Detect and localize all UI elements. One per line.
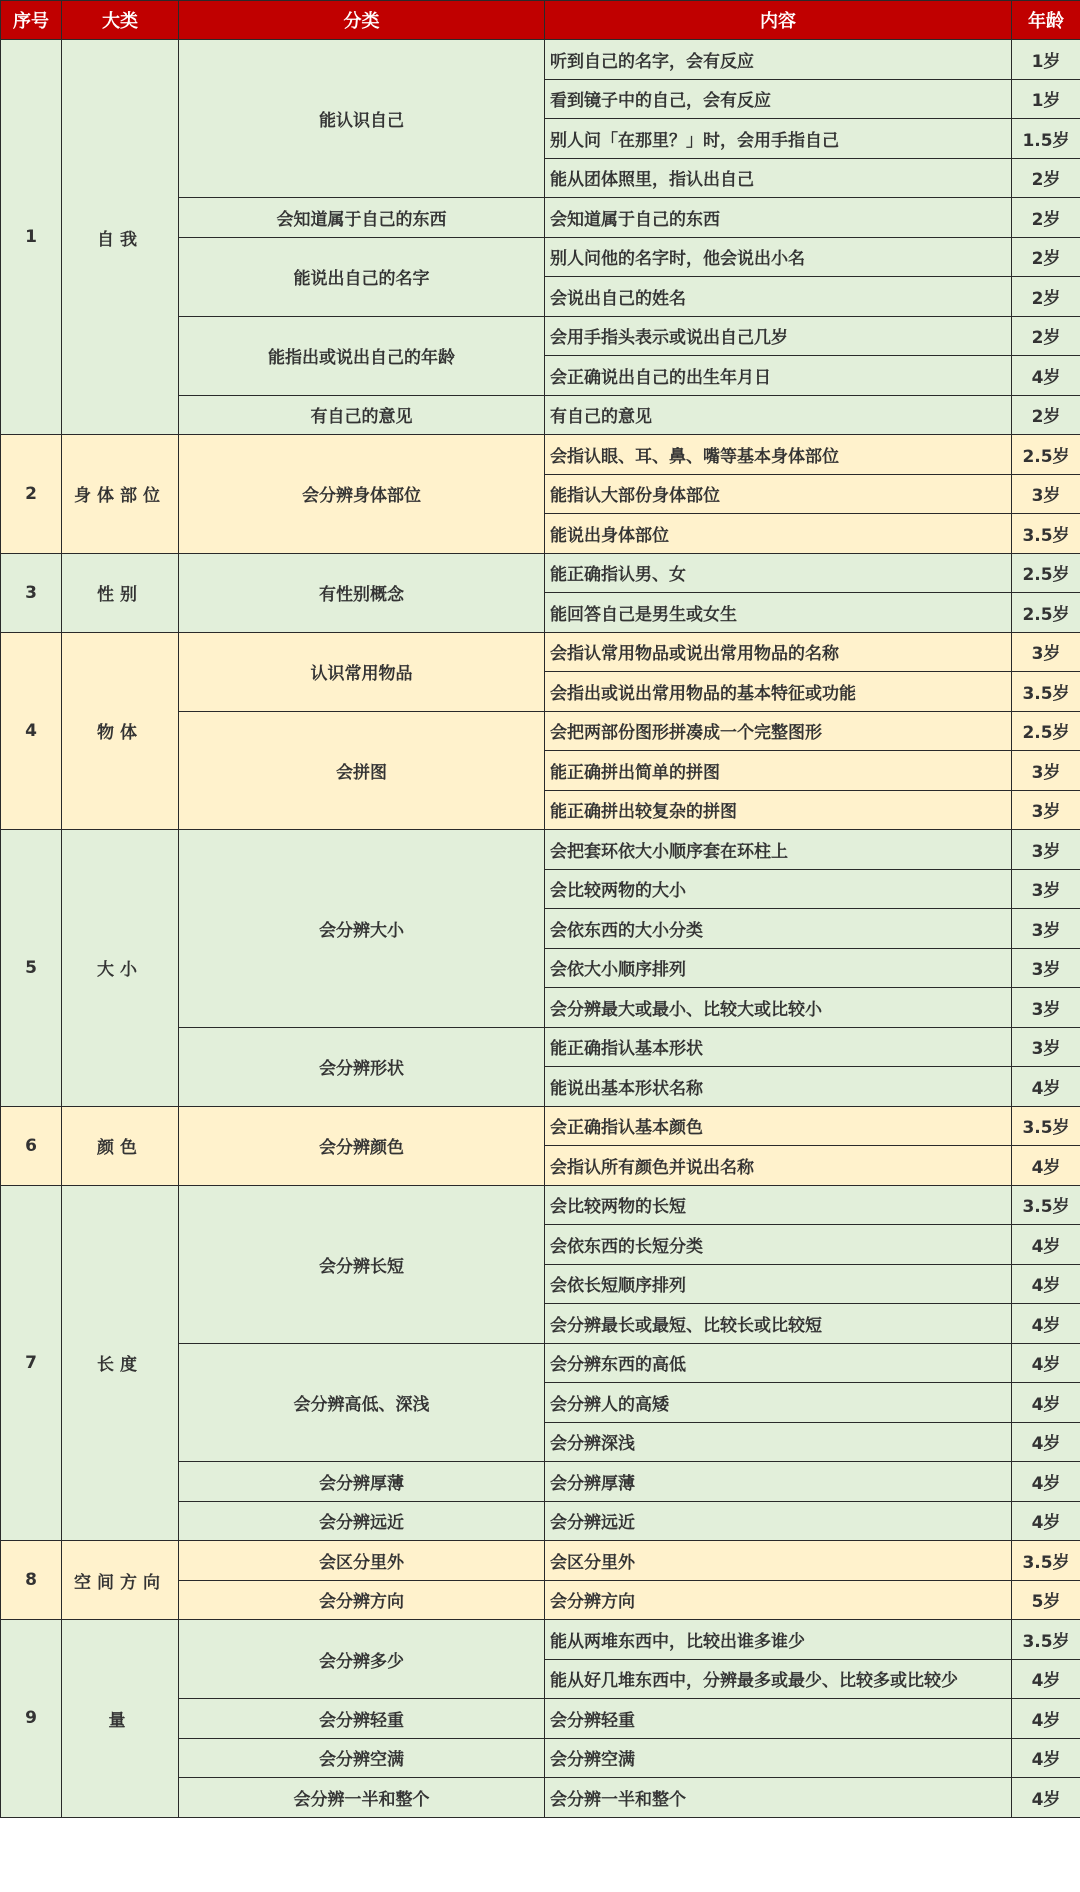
age-cell: 4岁	[1012, 1225, 1080, 1265]
age-cell: 2.5岁	[1012, 553, 1080, 593]
content-cell: 会分辨最长或最短、比较长或比较短	[545, 1304, 1012, 1344]
table-row	[1, 1541, 1080, 1581]
table-row	[1, 632, 1080, 672]
age-cell: 4岁	[1012, 1343, 1080, 1383]
subcategory-cell: 会分辨远近	[179, 1501, 545, 1541]
age-cell: 1岁	[1012, 40, 1080, 80]
subcategory-cell: 会分辨一半和整个	[179, 1778, 545, 1818]
content-cell: 会依东西的大小分类	[545, 909, 1012, 949]
content-cell: 会分辨轻重	[545, 1699, 1012, 1739]
group-category: 空间方向	[62, 1541, 179, 1620]
age-cell: 3岁	[1012, 790, 1080, 830]
age-cell: 3.5岁	[1012, 514, 1080, 554]
subcategory-cell: 会分辨轻重	[179, 1699, 545, 1739]
age-cell: 3岁	[1012, 988, 1080, 1028]
age-cell: 3岁	[1012, 474, 1080, 514]
age-cell: 2岁	[1012, 395, 1080, 435]
content-cell: 会依大小顺序排列	[545, 948, 1012, 988]
group-category: 自我	[62, 40, 179, 435]
subcategory-cell: 认识常用物品	[179, 632, 545, 711]
age-cell: 3岁	[1012, 869, 1080, 909]
content-cell: 能指认大部份身体部位	[545, 474, 1012, 514]
content-cell: 能正确指认男、女	[545, 553, 1012, 593]
content-cell: 会分辨最大或最小、比较大或比较小	[545, 988, 1012, 1028]
content-cell: 会分辨厚薄	[545, 1462, 1012, 1502]
content-cell: 会依长短顺序排列	[545, 1264, 1012, 1304]
age-cell: 2岁	[1012, 158, 1080, 198]
content-cell: 会正确说出自己的出生年月日	[545, 356, 1012, 396]
header-subcategory: 分类	[179, 1, 545, 40]
table-row	[1, 1185, 1080, 1225]
group-category: 长度	[62, 1185, 179, 1541]
subcategory-cell: 能认识自己	[179, 40, 545, 198]
age-cell: 4岁	[1012, 1462, 1080, 1502]
content-cell: 能从好几堆东西中，分辨最多或最少、比较多或比较少	[545, 1659, 1012, 1699]
table-row	[1, 1106, 1080, 1146]
group-number: 2	[1, 435, 62, 554]
subcategory-cell: 有自己的意见	[179, 395, 545, 435]
age-cell: 2岁	[1012, 198, 1080, 238]
content-cell: 会分辨深浅	[545, 1422, 1012, 1462]
content-cell: 会分辨远近	[545, 1501, 1012, 1541]
age-cell: 4岁	[1012, 356, 1080, 396]
table-row	[1, 830, 1080, 870]
age-cell: 2岁	[1012, 277, 1080, 317]
age-cell: 2岁	[1012, 316, 1080, 356]
age-cell: 2.5岁	[1012, 435, 1080, 475]
group-number: 8	[1, 1541, 62, 1620]
content-cell: 会把两部份图形拼凑成一个完整图形	[545, 711, 1012, 751]
subcategory-cell: 会区分里外	[179, 1541, 545, 1581]
subcategory-cell: 能指出或说出自己的年龄	[179, 316, 545, 395]
content-cell: 会把套环依大小顺序套在环柱上	[545, 830, 1012, 870]
content-cell: 听到自己的名字，会有反应	[545, 40, 1012, 80]
age-cell: 3.5岁	[1012, 1541, 1080, 1581]
group-number: 6	[1, 1106, 62, 1185]
age-cell: 3.5岁	[1012, 672, 1080, 712]
subcategory-cell: 会分辨高低、深浅	[179, 1343, 545, 1462]
content-cell: 会知道属于自己的东西	[545, 198, 1012, 238]
subcategory-cell: 会分辨空满	[179, 1738, 545, 1778]
content-cell: 会指认眼、耳、鼻、嘴等基本身体部位	[545, 435, 1012, 475]
subcategory-cell: 会分辨方向	[179, 1580, 545, 1620]
group-category: 身体部位	[62, 435, 179, 554]
age-cell: 4岁	[1012, 1422, 1080, 1462]
age-cell: 5岁	[1012, 1580, 1080, 1620]
age-cell: 3.5岁	[1012, 1106, 1080, 1146]
age-cell: 4岁	[1012, 1659, 1080, 1699]
age-cell: 4岁	[1012, 1501, 1080, 1541]
group-number: 1	[1, 40, 62, 435]
group-number: 9	[1, 1620, 62, 1818]
table-row	[1, 553, 1080, 593]
group-number: 7	[1, 1185, 62, 1541]
age-cell: 2.5岁	[1012, 593, 1080, 633]
content-cell: 会分辨东西的高低	[545, 1343, 1012, 1383]
age-cell: 4岁	[1012, 1699, 1080, 1739]
subcategory-cell: 有性别概念	[179, 553, 545, 632]
subcategory-cell: 会分辨形状	[179, 1027, 545, 1106]
content-cell: 会分辨人的高矮	[545, 1383, 1012, 1423]
header-content: 内容	[545, 1, 1012, 40]
header-number: 序号	[1, 1, 62, 40]
age-cell: 3岁	[1012, 632, 1080, 672]
subcategory-cell: 会拼图	[179, 711, 545, 830]
content-cell: 能正确指认基本形状	[545, 1027, 1012, 1067]
table-row	[1, 40, 1080, 80]
age-cell: 2.5岁	[1012, 711, 1080, 751]
group-category: 性别	[62, 553, 179, 632]
age-cell: 4岁	[1012, 1778, 1080, 1818]
header-row	[1, 1, 1080, 40]
group-number: 3	[1, 553, 62, 632]
subcategory-cell: 会分辨厚薄	[179, 1462, 545, 1502]
subcategory-cell: 能说出自己的名字	[179, 237, 545, 316]
subcategory-cell: 会分辨颜色	[179, 1106, 545, 1185]
age-cell: 3岁	[1012, 909, 1080, 949]
content-cell: 会指出或说出常用物品的基本特征或功能	[545, 672, 1012, 712]
subcategory-cell: 会分辨大小	[179, 830, 545, 1028]
content-cell: 有自己的意见	[545, 395, 1012, 435]
content-cell: 能从两堆东西中，比较出谁多谁少	[545, 1620, 1012, 1660]
content-cell: 会指认常用物品或说出常用物品的名称	[545, 632, 1012, 672]
age-cell: 3岁	[1012, 1027, 1080, 1067]
age-cell: 3.5岁	[1012, 1620, 1080, 1660]
group-category: 物体	[62, 632, 179, 830]
table-row	[1, 1620, 1080, 1660]
content-cell: 别人问他的名字时，他会说出小名	[545, 237, 1012, 277]
group-category: 大小	[62, 830, 179, 1107]
age-cell: 3岁	[1012, 830, 1080, 870]
content-cell: 会分辨一半和整个	[545, 1778, 1012, 1818]
content-cell: 会正确指认基本颜色	[545, 1106, 1012, 1146]
age-cell: 3岁	[1012, 948, 1080, 988]
header-age: 年龄	[1012, 1, 1080, 40]
age-cell: 4岁	[1012, 1304, 1080, 1344]
content-cell: 能正确拼出简单的拼图	[545, 751, 1012, 791]
content-cell: 能说出基本形状名称	[545, 1067, 1012, 1107]
age-cell: 4岁	[1012, 1146, 1080, 1186]
subcategory-cell: 会知道属于自己的东西	[179, 198, 545, 238]
content-cell: 会分辨空满	[545, 1738, 1012, 1778]
content-cell: 能回答自己是男生或女生	[545, 593, 1012, 633]
age-cell: 4岁	[1012, 1067, 1080, 1107]
content-cell: 会指认所有颜色并说出名称	[545, 1146, 1012, 1186]
content-cell: 看到镜子中的自己，会有反应	[545, 79, 1012, 119]
subcategory-cell: 会分辨身体部位	[179, 435, 545, 554]
age-cell: 3岁	[1012, 751, 1080, 791]
age-cell: 1岁	[1012, 79, 1080, 119]
table-row	[1, 435, 1080, 475]
content-cell: 会区分里外	[545, 1541, 1012, 1581]
content-cell: 会说出自己的姓名	[545, 277, 1012, 317]
group-number: 4	[1, 632, 62, 830]
age-cell: 3.5岁	[1012, 1185, 1080, 1225]
content-cell: 能从团体照里，指认出自己	[545, 158, 1012, 198]
content-cell: 会比较两物的大小	[545, 869, 1012, 909]
age-cell: 1.5岁	[1012, 119, 1080, 159]
age-cell: 4岁	[1012, 1738, 1080, 1778]
content-cell: 会用手指头表示或说出自己几岁	[545, 316, 1012, 356]
age-cell: 4岁	[1012, 1264, 1080, 1304]
group-category: 颜色	[62, 1106, 179, 1185]
header-category: 大类	[62, 1, 179, 40]
content-cell: 能正确拼出较复杂的拼图	[545, 790, 1012, 830]
group-number: 5	[1, 830, 62, 1107]
age-cell: 4岁	[1012, 1383, 1080, 1423]
content-cell: 会比较两物的长短	[545, 1185, 1012, 1225]
age-cell: 2岁	[1012, 237, 1080, 277]
content-cell: 会依东西的长短分类	[545, 1225, 1012, 1265]
subcategory-cell: 会分辨长短	[179, 1185, 545, 1343]
subcategory-cell: 会分辨多少	[179, 1620, 545, 1699]
group-category: 量	[62, 1620, 179, 1818]
content-cell: 别人问「在那里？」时，会用手指自己	[545, 119, 1012, 159]
content-cell: 能说出身体部位	[545, 514, 1012, 554]
content-cell: 会分辨方向	[545, 1580, 1012, 1620]
